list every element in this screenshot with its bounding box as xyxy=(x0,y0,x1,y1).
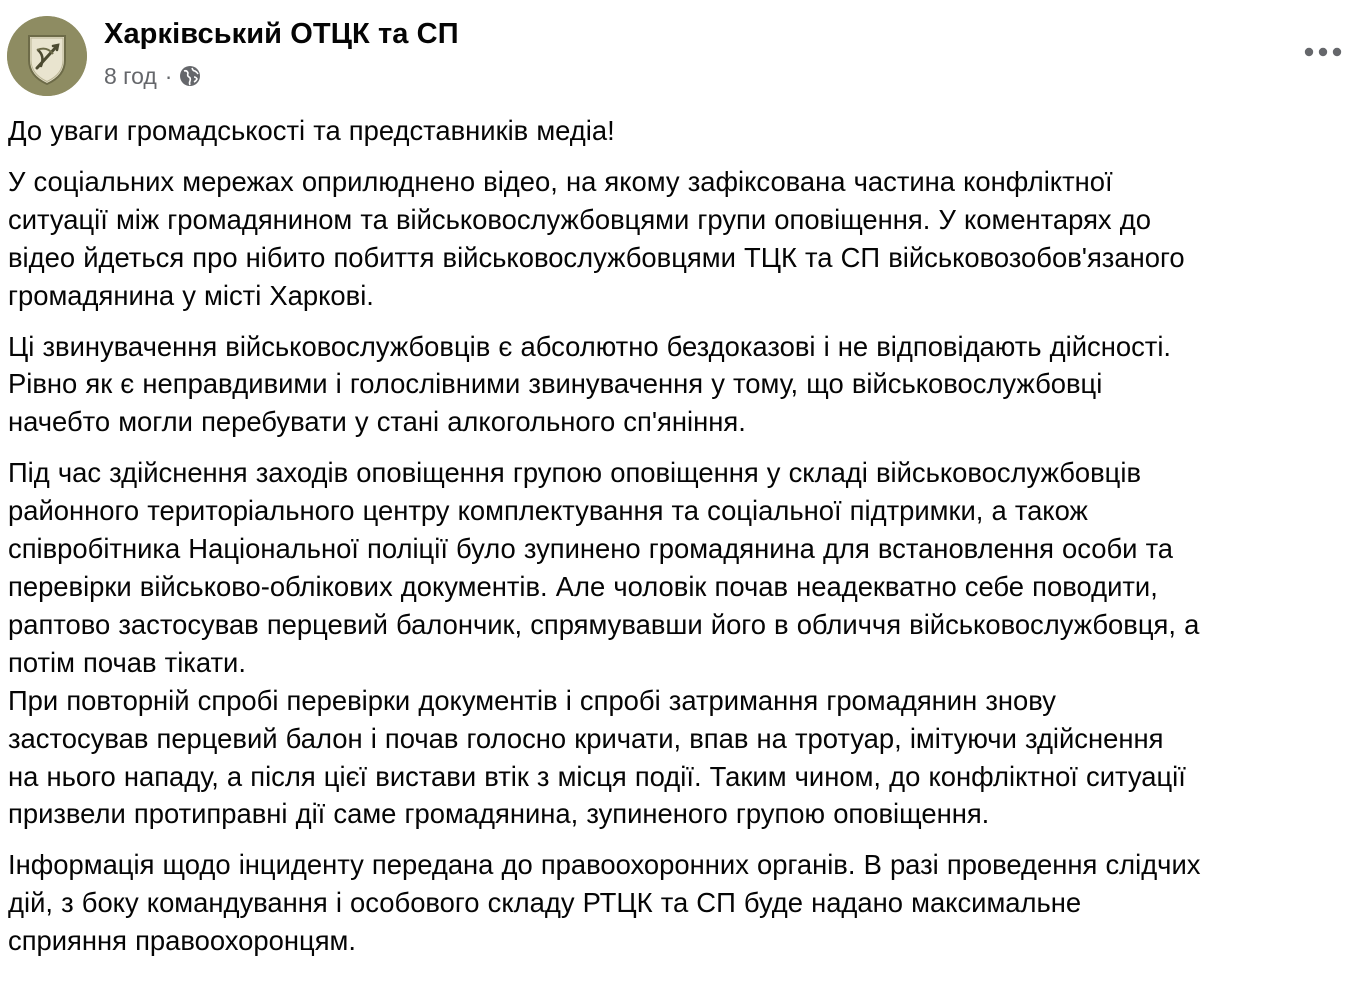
post-paragraph xyxy=(8,846,1358,960)
paragraph-line: сприяння правоохоронцям. xyxy=(8,925,356,957)
post-paragraph xyxy=(8,454,1358,833)
paragraph-line: При повторній спробі перевірки документів і спробі затримання громадянин знову xyxy=(8,684,1056,716)
post-paragraph xyxy=(8,163,1358,315)
post-paragraph xyxy=(8,328,1358,442)
paragraph-line: Ці звинувачення військовослужбовців є абсолютно бездоказові і не відповідають дійсності. xyxy=(8,330,1172,362)
paragraph-line: застосував перцевий балон і почав голосно кричати, впав на тротуар, імітуючи здійснення xyxy=(8,722,1164,754)
paragraph-line: Інформація щодо інциденту передана до правоохоронних органів. В разі проведення слідчих xyxy=(8,849,1201,881)
paragraph-line: призвели протиправні дії саме громадянина, зупиненого групою оповіщення. xyxy=(8,798,990,830)
more-options-button[interactable] xyxy=(1300,34,1346,70)
more-dots-icon xyxy=(1303,46,1343,58)
post-time[interactable]: 8 год xyxy=(104,62,157,89)
paragraph-line: начебто могли перебувати у стані алкогольного сп'яніння. xyxy=(8,406,746,438)
paragraph-line: дій, з боку командування і особового складу РТЦК та СП буде надано максимальне xyxy=(8,887,1082,919)
paragraph-line: Рівно як є неправдивими і голослівними звинувачення у тому, що військовослужбовці xyxy=(8,368,1103,400)
post-header xyxy=(0,0,1366,110)
paragraph-line: громадянина у місті Харкові. xyxy=(8,279,374,311)
author-name[interactable]: Харківський ОТЦК та СП xyxy=(104,18,459,50)
author-avatar[interactable] xyxy=(7,16,87,96)
post-paragraph xyxy=(8,112,1358,150)
meta-separator: · xyxy=(164,62,173,89)
paragraph-line: потім почав тікати. xyxy=(8,646,246,678)
paragraph-line: перевірки військово-облікових документів. Але чоловік почав неадекватно себе поводити, xyxy=(8,570,1158,602)
paragraph-line: на нього нападу, а після цієї вистави втік з місця події. Таким чином, до конфліктної ситуації xyxy=(8,760,1186,792)
post-meta xyxy=(104,60,202,92)
paragraph-line: співробітника Національної поліції було зупинено громадянина для встановлення особи та xyxy=(8,533,1174,565)
paragraph-line: ситуації між громадянином та військовослужбовцями групи оповіщення. У коментарях до xyxy=(8,203,1151,235)
paragraph-line: До уваги громадськості та представників медіа! xyxy=(8,115,615,146)
paragraph-line: відео йдеться про нібито побиття військовослужбовцями ТЦК та СП військовозобов'язаного xyxy=(8,241,1185,273)
emblem-avatar-icon xyxy=(7,16,87,96)
paragraph-line: У соціальних мережах оприлюднено відео, на якому зафіксована частина конфліктної xyxy=(8,165,1113,197)
paragraph-line: районного територіального центру комплектування та соціальної підтримки, а також xyxy=(8,495,1088,527)
paragraph-line: раптово застосував перцевий балончик, спрямувавши його в обличчя військовослужбовця, а xyxy=(8,608,1200,640)
paragraph-line: Під час здійснення заходів оповіщення групою оповіщення у складі військовослужбовців xyxy=(8,457,1141,489)
post-text xyxy=(8,112,1358,973)
globe-icon[interactable] xyxy=(178,64,202,88)
